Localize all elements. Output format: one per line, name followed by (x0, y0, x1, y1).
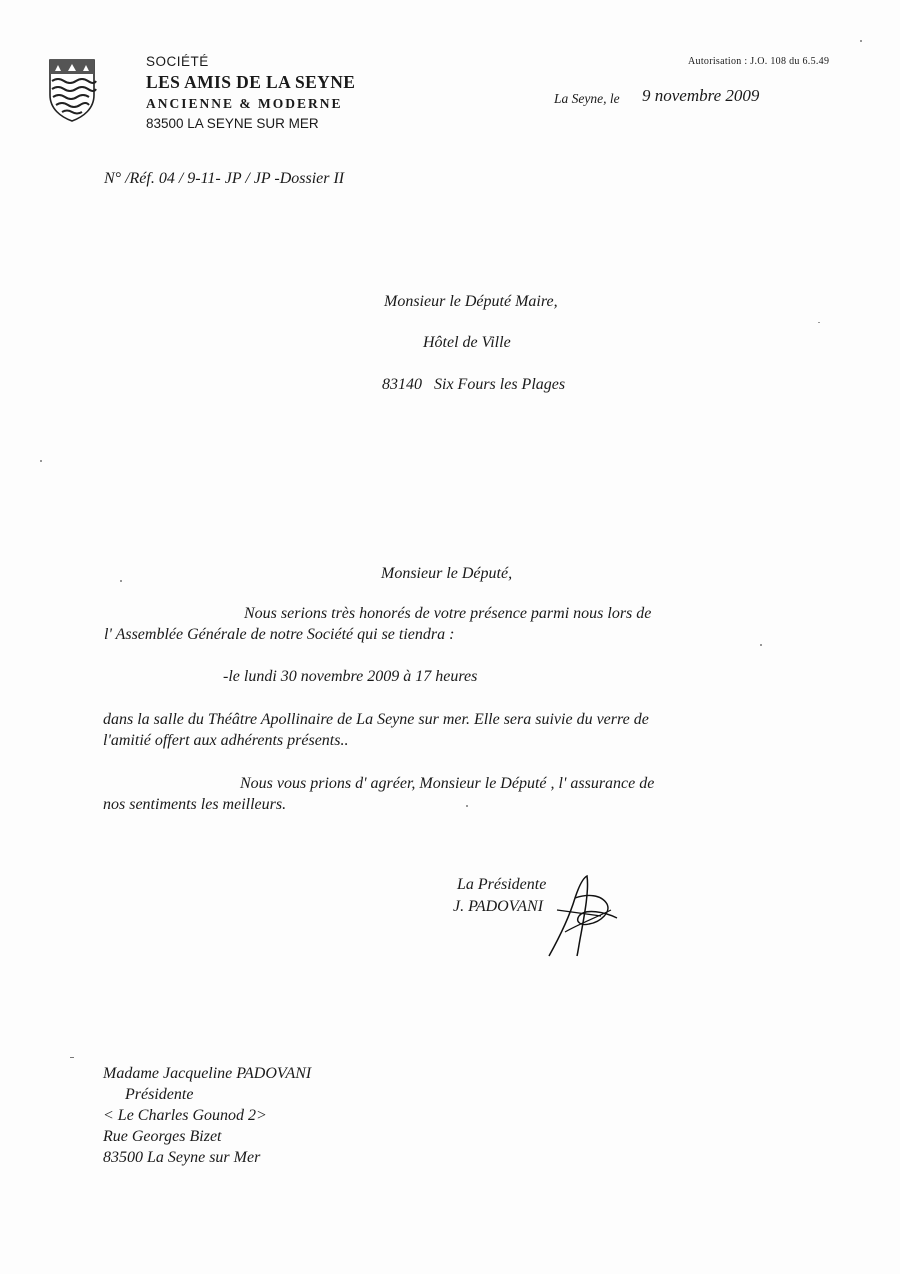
scan-speck (760, 644, 762, 646)
paragraph-3-line-1: Nous vous prions d' agréer, Monsieur le Député , l' assurance de (240, 775, 655, 792)
reference-line: N° /Réf. 04 / 9-11- JP / JP -Dossier II (104, 170, 345, 187)
recipient-line-1: Monsieur le Député Maire, (384, 293, 558, 310)
authorisation-note: Autorisation : J.O. 108 du 6.5.49 (688, 56, 830, 67)
scan-speck (860, 40, 862, 42)
sender-address-line-4: Rue Georges Bizet (103, 1128, 222, 1145)
salutation: Monsieur le Député, (381, 565, 513, 582)
scan-speck (70, 1057, 74, 1058)
recipient-line-3: 83140 Six Fours les Plages (382, 376, 566, 393)
letterhead-name: LES AMIS DE LA SEYNE (146, 72, 356, 92)
paragraph-2-line-1: dans la salle du Théâtre Apollinaire de La Seyne sur mer. Elle sera suivie du verre de (103, 711, 649, 728)
letterhead-societe: SOCIÉTÉ (146, 54, 209, 69)
coat-of-arms-icon (47, 57, 97, 123)
scan-speck (40, 460, 42, 462)
date-place: La Seyne, le (554, 91, 620, 106)
sender-address-line-2: Présidente (125, 1086, 194, 1103)
handwritten-signature-icon (545, 872, 623, 962)
signature-name: J. PADOVANI (453, 898, 544, 915)
event-date-line: -le lundi 30 novembre 2009 à 17 heures (223, 668, 478, 685)
scan-speck (120, 580, 122, 582)
letterhead-address: 83500 LA SEYNE SUR MER (146, 116, 319, 131)
paragraph-1-line-2: l' Assemblée Générale de notre Société qui se tiendra : (104, 626, 455, 643)
scan-speck (466, 805, 468, 807)
paragraph-2-line-2: l'amitié offert aux adhérents présents.. (103, 732, 349, 749)
letterhead-subtitle: ANCIENNE & MODERNE (146, 96, 343, 111)
signature-title: La Présidente (457, 876, 547, 893)
date-value: 9 novembre 2009 (642, 86, 760, 105)
paragraph-3-line-2: nos sentiments les meilleurs. (103, 796, 287, 813)
sender-address-line-1: Madame Jacqueline PADOVANI (103, 1065, 312, 1082)
recipient-line-2: Hôtel de Ville (423, 334, 511, 351)
scan-speck (818, 322, 820, 323)
sender-address-line-5: 83500 La Seyne sur Mer (103, 1149, 261, 1166)
sender-address-line-3: < Le Charles Gounod 2> (103, 1107, 267, 1124)
paragraph-1-line-1: Nous serions très honorés de votre présence parmi nous lors de (244, 605, 652, 622)
